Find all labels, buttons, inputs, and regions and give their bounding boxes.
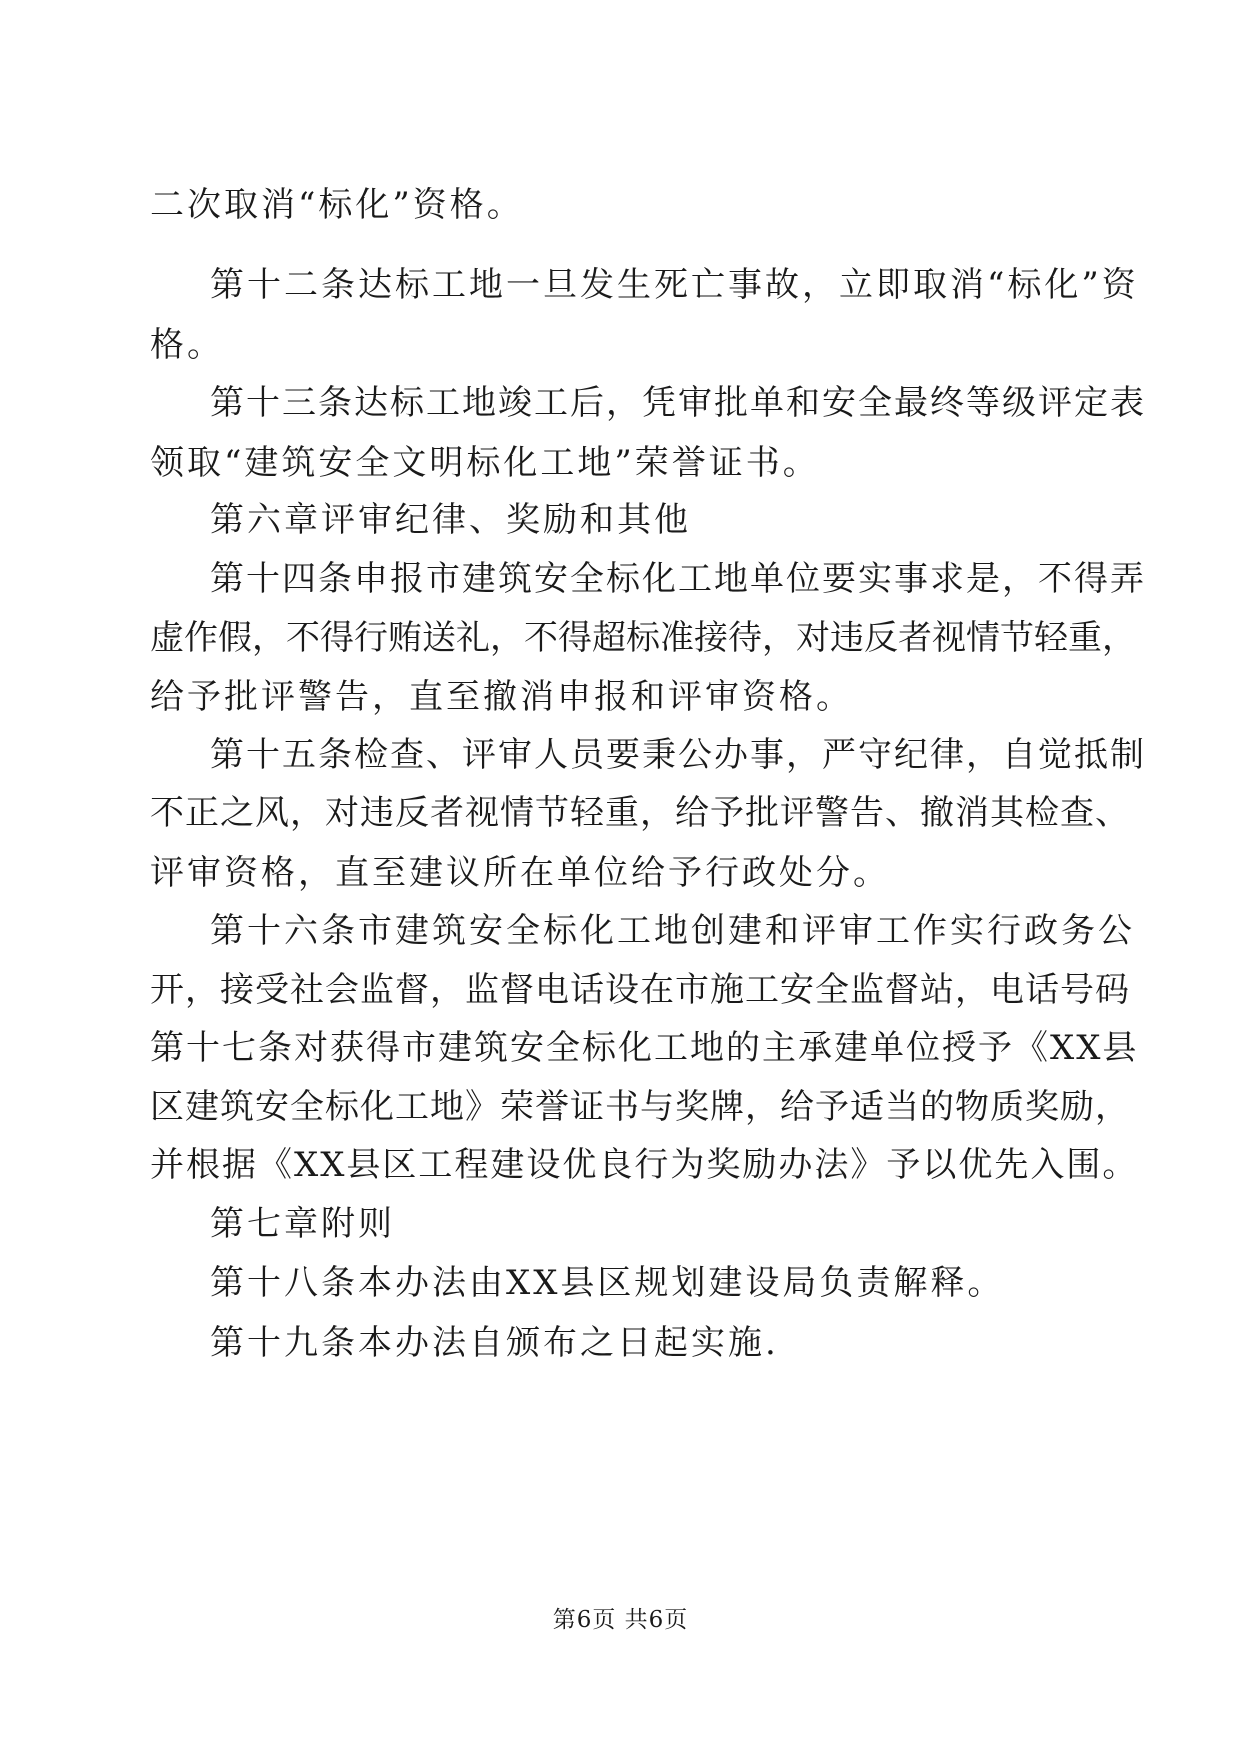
text-line: 第十九条本办法自颁布之日起实施. (210, 1323, 779, 1363)
text-line: 第十三条达标工地竣工后，凭审批单和安全最终等级评定表 (210, 383, 1146, 423)
chapter-heading: 第六章评审纪律、奖励和其他 (210, 500, 691, 540)
text-line: 第十四条申报市建筑安全标化工地单位要实事求是，不得弄 (210, 559, 1146, 599)
text-line: 二次取消“标化”资格。 (150, 185, 524, 225)
text-line: 第十六条市建筑安全标化工地创建和评审工作实行政务公 (210, 911, 1135, 951)
text-line: 第十八条本办法由XX县区规划建设局负责解释。 (210, 1263, 1005, 1303)
text-line: 区建筑安全标化工地》荣誉证书与奖牌，给予适当的物质奖励， (150, 1087, 1130, 1127)
page-number-footer: 第6页 共6页 (552, 1607, 689, 1633)
text-line: 第十五条检查、评审人员要秉公办事，严守纪律，自觉抵制 (210, 735, 1146, 775)
text-line: 第十二条达标工地一旦发生死亡事故，立即取消“标化”资 (210, 265, 1139, 305)
text-line: 领取“建筑安全文明标化工地”荣誉证书。 (150, 443, 820, 483)
chapter-heading: 第七章附则 (210, 1204, 395, 1244)
text-line: 并根据《XX县区工程建设优良行为奖励办法》予以优先入围。 (150, 1145, 1139, 1185)
text-line: 不正之风，对违反者视情节轻重，给予批评警告、撤消其检查、 (150, 793, 1130, 833)
text-line: 评审资格，直至建议所在单位给予行政处分。 (150, 853, 890, 893)
text-line: 虚作假，不得行贿送礼，不得超标准接待，对违反者视情节轻重， (150, 618, 1136, 658)
text-line: 第十七条对获得市建筑安全标化工地的主承建单位授予《XX县 (150, 1028, 1139, 1068)
text-line: 格。 (150, 325, 224, 365)
text-line: 开，接受社会监督，监督电话设在市施工安全监督站，电话号码 (150, 970, 1130, 1010)
text-line: 给予批评警告，直至撤消申报和评审资格。 (150, 677, 853, 717)
